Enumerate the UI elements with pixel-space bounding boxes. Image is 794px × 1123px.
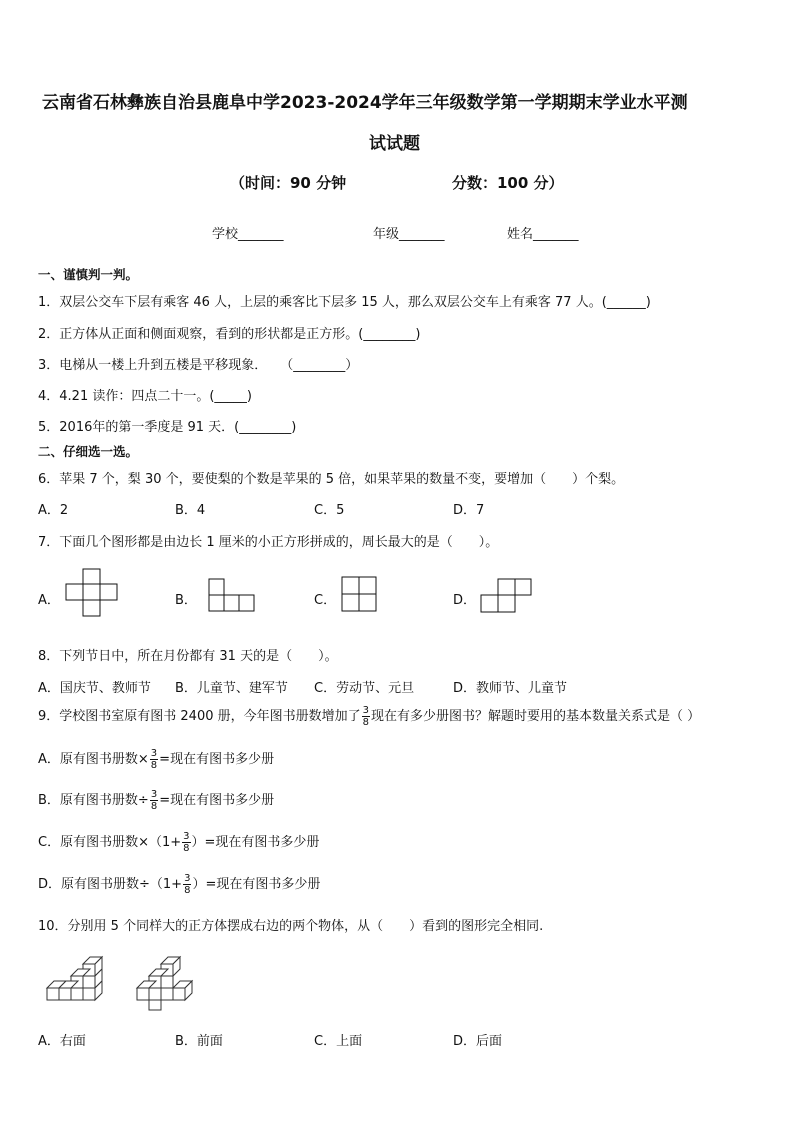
q6-option-c[interactable]: C．5 <box>314 503 345 518</box>
q7-figure-b <box>208 578 258 614</box>
q6-option-b[interactable]: B．4 <box>175 503 206 518</box>
exam-time: （时间：90 分钟 <box>230 174 347 192</box>
section1-heading: 一、谨慎判一判。 <box>38 267 139 282</box>
exam-title-line1: 云南省石林彝族自治县鹿阜中学2023-2024学年三年级数学第一学期期末学业水平测 <box>42 93 688 113</box>
question-7: 7．下面几个图形都是由边长 1 厘米的小正方形拼成的，周长最大的是（ ）。 <box>38 535 499 550</box>
q6-option-a[interactable]: A．2 <box>38 503 69 518</box>
q9-option-b[interactable]: B．原有图书册数÷ $\frac{3}{8}$ =现在有图书多少册 <box>38 789 275 812</box>
q7-figure-d <box>480 578 534 616</box>
grade-field[interactable]: 年级_______ <box>373 227 445 242</box>
q7-figure-a <box>65 568 125 618</box>
question-9 <box>38 705 700 728</box>
exam-title-line2: 试试题 <box>369 134 420 154</box>
q9-option-d[interactable]: D．原有图书册数÷（1+ $\frac{3}{8}$ ）=现在有图书多少册 <box>38 873 321 896</box>
q7-figure-c <box>341 576 379 614</box>
question-5: 5．2016年的第一季度是 91 天．(________) <box>38 420 297 435</box>
exam-score: 分数：100 分） <box>452 174 564 192</box>
q9-text-after: 现在有多少册图书？解题时要用的基本数量关系式是（ ） <box>371 709 701 724</box>
q10-figure-2 <box>135 955 205 1015</box>
section2-heading: 二、仔细选一选。 <box>38 444 139 459</box>
q10-option-b[interactable]: B．前面 <box>175 1034 223 1049</box>
question-2: 2．正方体从正面和侧面观察，看到的形状都是正方形。(________) <box>38 327 421 342</box>
q6-option-d[interactable]: D．7 <box>453 503 485 518</box>
q7-option-a[interactable]: A． <box>38 593 60 608</box>
q10-option-a[interactable]: A．右面 <box>38 1034 86 1049</box>
q10-option-c[interactable]: C．上面 <box>314 1034 363 1049</box>
question-10: 10．分别用 5 个同样大的正方体摆成右边的两个物体，从（ ）看到的图形完全相同. <box>38 919 544 934</box>
school-field[interactable]: 学校_______ <box>212 227 284 242</box>
q9-option-c[interactable]: C．原有图书册数×（1+ $\frac{3}{8}$ ）=现在有图书多少册 <box>38 831 320 854</box>
q9-option-a[interactable]: A．原有图书册数× $\frac{3}{8}$ =现在有图书多少册 <box>38 748 275 771</box>
fraction-3-8: $\frac{3}{8}$ <box>183 831 190 854</box>
q7-option-b[interactable]: B． <box>175 593 197 608</box>
q10-figure-1 <box>45 955 105 1015</box>
q9-text-before: 9．学校图书室原有图书 2400 册，今年图书册数增加了 <box>38 709 361 724</box>
fraction-3-8: $\frac{3}{8}$ <box>150 748 158 771</box>
fraction-3-8: $\frac{3}{8}$ <box>150 789 158 812</box>
question-3: 3．电梯从一楼上升到五楼是平移现象． （________） <box>38 358 359 373</box>
question-1: 1．双层公交车下层有乘客 46 人，上层的乘客比下层多 15 人，那么双层公交车上有乘客 77 人。(______) <box>38 295 651 310</box>
q8-option-a[interactable]: A．国庆节、教师节 <box>38 681 151 696</box>
q8-option-b[interactable]: B．儿童节、建军节 <box>175 681 288 696</box>
question-6: 6．苹果 7 个，梨 30 个，要使梨的个数是苹果的 5 倍，如果苹果的数量不变，要增加（ ）个梨。 <box>38 472 625 487</box>
fraction-3-8: $\frac{3}{8}$ <box>184 873 191 896</box>
question-8: 8．下列节日中，所在月份都有 31 天的是（ ）。 <box>38 649 338 664</box>
q7-option-d[interactable]: D． <box>453 593 477 608</box>
question-4: 4．4.21 读作：四点二十一。(_____) <box>38 389 252 404</box>
name-field[interactable]: 姓名_______ <box>507 227 579 242</box>
fraction-3-8: $\frac{3}{8}$ <box>362 705 369 728</box>
q7-option-c[interactable]: C． <box>314 593 337 608</box>
q8-option-c[interactable]: C．劳动节、元旦 <box>314 681 415 696</box>
q8-option-d[interactable]: D．教师节、儿童节 <box>453 681 568 696</box>
q10-option-d[interactable]: D．后面 <box>453 1034 503 1049</box>
